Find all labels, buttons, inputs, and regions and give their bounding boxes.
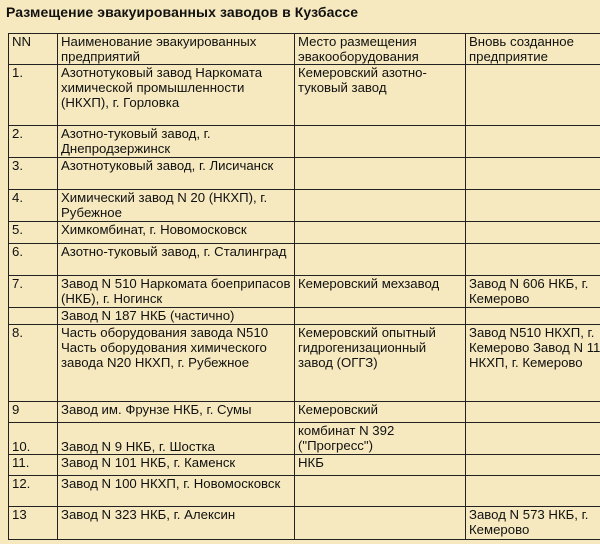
header-place: Место размещения эвакооборудования — [295, 34, 466, 65]
row-number: 6. — [9, 244, 58, 276]
row-name — [58, 325, 295, 402]
row-new — [466, 455, 600, 476]
row-number: 13 — [9, 507, 58, 540]
header-name: Наименование эвакуированных предприятий — [58, 34, 295, 65]
row-number: 4. — [9, 190, 58, 222]
row-name: Азотно-туковый завод, г. Сталинград — [58, 244, 295, 276]
row-new — [466, 126, 600, 158]
row-new — [466, 222, 600, 244]
row-name-line: Часть оборудования завода N510 — [61, 325, 269, 340]
row-place: Кемеровский опытный гидрогенизационный завод (ОГГЗ) — [295, 325, 466, 402]
row-new — [466, 476, 600, 507]
row-place — [295, 244, 466, 276]
row-new — [466, 308, 600, 325]
row-name: Завод N 187 НКБ (частично) — [58, 308, 295, 325]
table-row — [9, 455, 600, 476]
row-name: Завод N 323 НКБ, г. Алексин — [58, 507, 295, 540]
table-header-row — [9, 34, 600, 65]
row-number: 9 — [9, 402, 58, 423]
row-number: 2. — [9, 126, 58, 158]
table-row — [9, 158, 600, 190]
table-row — [9, 276, 600, 308]
row-place: Кемеровский азотно-туковый завод — [295, 65, 466, 126]
row-new: Завод N510 НКХП, г. Кемерово Завод N 11 НКХП, г. Кемерово — [466, 325, 600, 402]
row-number: 11. — [9, 455, 58, 476]
row-number: 7. — [9, 276, 58, 308]
row-number: 8. — [9, 325, 58, 402]
row-name: Завод N 9 НКБ, г. Шостка — [58, 423, 295, 455]
table-row — [9, 126, 600, 158]
row-number: 12. — [9, 476, 58, 507]
header-nn: NN — [9, 34, 58, 65]
row-new — [466, 158, 600, 190]
row-place — [295, 158, 466, 190]
row-name: Завод N 100 НКХП, г. Новомосковск — [58, 476, 295, 507]
row-place — [295, 190, 466, 222]
table-row — [9, 476, 600, 507]
row-place: комбинат N 392 ("Прогресс") — [295, 423, 466, 455]
row-name: Химический завод N 20 (НКХП), г. Рубежное — [58, 190, 295, 222]
table-row — [9, 222, 600, 244]
row-number: 5. — [9, 222, 58, 244]
row-name: Завод N 510 Наркомата боеприпасов (НКБ), г. Ногинск — [58, 276, 295, 308]
row-name: Химкомбинат, г. Новомосковск — [58, 222, 295, 244]
row-place — [295, 126, 466, 158]
row-new — [466, 244, 600, 276]
row-new — [466, 65, 600, 126]
row-new: Завод N 573 НКБ, г. Кемерово — [466, 507, 600, 540]
table-row — [9, 308, 600, 325]
table-row — [9, 325, 600, 402]
row-name: Завод им. Фрунзе НКБ, г. Сумы — [58, 402, 295, 423]
table-row — [9, 402, 600, 423]
header-new: Вновь созданное предприятие — [466, 34, 600, 65]
row-new — [466, 402, 600, 423]
row-place: Кемеровский мехзавод — [295, 276, 466, 308]
table-row — [9, 507, 600, 540]
row-number — [9, 308, 58, 325]
row-place: НКБ — [295, 455, 466, 476]
row-name: Азотнотуковый завод Наркомата химической промышленности (НКХП), г. Горловка — [58, 65, 295, 126]
table-row — [9, 65, 600, 126]
row-name: Завод N 101 НКБ, г. Каменск — [58, 455, 295, 476]
row-place — [295, 308, 466, 325]
row-new: Завод N 606 НКБ, г. Кемерово — [466, 276, 600, 308]
row-new — [466, 190, 600, 222]
row-name: Азотно-туковый завод, г. Днепродзержинск — [58, 126, 295, 158]
table-row — [9, 423, 600, 455]
page-title: Размещение эвакуированных заводов в Кузбассе — [6, 4, 359, 20]
table-row — [9, 244, 600, 276]
row-place — [295, 222, 466, 244]
row-new — [466, 423, 600, 455]
row-name-line: Часть оборудования химического завода N20 НКХП, г. Рубежное — [61, 340, 267, 370]
table-row — [9, 190, 600, 222]
row-place — [295, 476, 466, 507]
factories-table — [8, 33, 600, 540]
row-number: 10. — [9, 423, 58, 455]
row-number: 1. — [9, 65, 58, 126]
row-number: 3. — [9, 158, 58, 190]
row-name: Азотнотуковый завод, г. Лисичанск — [58, 158, 295, 190]
row-place — [295, 507, 466, 540]
row-place: Кемеровский — [295, 402, 466, 423]
